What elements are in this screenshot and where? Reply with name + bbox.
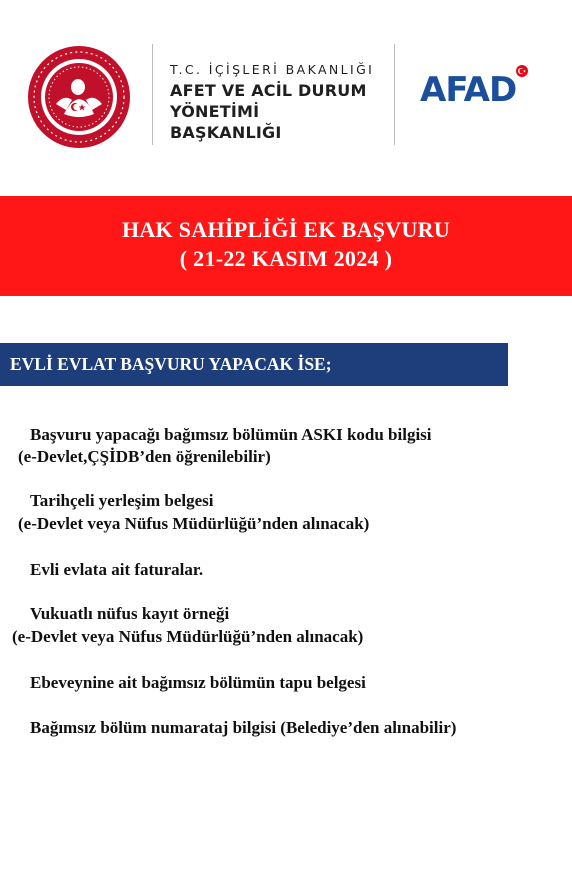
header-divider-left — [152, 44, 153, 145]
section-heading-bar — [0, 343, 508, 386]
header — [0, 0, 572, 190]
requirement-1-note: (e-Devlet,ÇŞİDB’den öğrenilebilir) — [18, 447, 271, 466]
afad-logo — [420, 62, 532, 114]
requirement-4-title: Vukuatlı nüfus kayıt örneği — [30, 604, 230, 623]
ministry-line-2: AFET VE ACİL DURUM — [170, 81, 367, 100]
banner-title: HAK SAHİPLİĞİ EK BAŞVURU — [121, 217, 451, 242]
requirement-2-note: (e-Devlet veya Nüfus Müdürlüğü’nden alınacak) — [18, 514, 370, 533]
requirement-5-title: Ebeveynine ait bağımsız bölümün tapu belgesi — [30, 673, 366, 692]
presidency-seal-icon — [26, 44, 132, 150]
title-banner — [0, 196, 572, 296]
turkish-flag-icon — [516, 65, 528, 77]
requirement-6-title: Bağımsız bölüm numarataj bilgisi (Belediye’den alınabilir) — [30, 718, 457, 737]
requirement-2-title: Tarihçeli yerleşim belgesi — [30, 491, 214, 510]
ministry-line-1: T.C. İÇİŞLERİ BAKANLIĞI — [170, 62, 375, 77]
afad-logo-text: AFAD — [420, 70, 517, 110]
ministry-title — [170, 62, 375, 143]
banner-dates: ( 21-22 KASIM 2024 ) — [179, 246, 393, 271]
requirement-3-title: Evli evlata ait faturalar. — [30, 560, 204, 579]
header-divider-right — [394, 44, 395, 145]
requirement-4-note: (e-Devlet veya Nüfus Müdürlüğü’nden alınacak) — [12, 627, 364, 646]
ministry-line-3: YÖNETİMİ BAŞKANLIĞI — [170, 102, 282, 142]
requirement-1-title: Başvuru yapacağı bağımsız bölümün ASKI kodu bilgisi — [30, 425, 432, 444]
section-heading: EVLİ EVLAT BAŞVURU YAPACAK İSE; — [10, 354, 332, 374]
